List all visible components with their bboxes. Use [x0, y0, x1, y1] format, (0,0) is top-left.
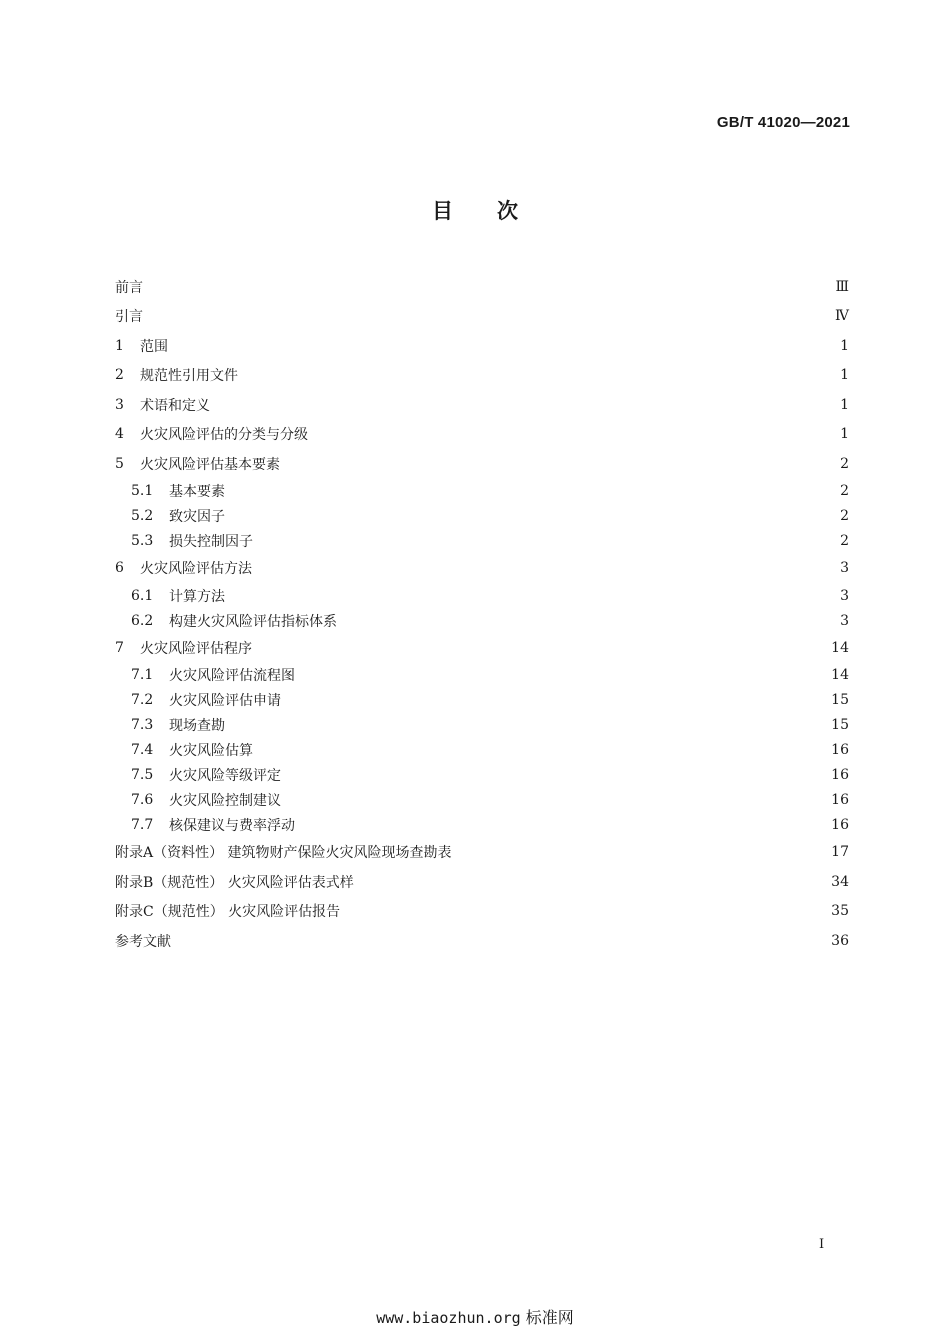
toc-entry-number: 6.2	[131, 612, 154, 629]
toc-entry-number: 6.1	[131, 587, 154, 604]
toc-entry-number: 5.2	[131, 508, 154, 524]
toc-leader-dots	[287, 690, 823, 704]
table-of-contents	[115, 272, 849, 956]
toc-entry-label: 核保建议与费率浮动	[169, 818, 295, 834]
toc-entry-label: 构建火灾风险评估指标体系	[169, 613, 337, 630]
toc-leader-dots	[346, 901, 823, 915]
toc-leader-dots	[231, 586, 832, 600]
toc-entry-page: 2	[840, 483, 849, 499]
toc-entry-page: 2	[840, 455, 849, 472]
toc-entry[interactable]	[115, 867, 849, 897]
page-number: I	[819, 1237, 825, 1252]
toc-entry[interactable]	[115, 302, 849, 332]
toc-leader-dots	[149, 277, 827, 291]
toc-entry-number: 6	[115, 560, 124, 577]
toc-entry-number: 1	[115, 337, 124, 354]
toc-entry-page: 3	[840, 587, 849, 604]
toc-entry-label: 致灾因子	[169, 509, 225, 525]
toc-entry-number: 5	[115, 455, 124, 472]
toc-leader-dots	[286, 454, 832, 468]
toc-entry-label: 损失控制因子	[169, 534, 253, 550]
toc-leader-dots	[174, 336, 832, 350]
toc-entry-page: 35	[831, 903, 849, 920]
toc-entry[interactable]	[115, 272, 849, 302]
toc-leader-dots	[177, 931, 823, 945]
toc-leader-dots	[314, 424, 832, 438]
toc-entry-page: 16	[831, 817, 849, 833]
toc-entry-page: 17	[831, 844, 849, 861]
toc-leader-dots	[244, 365, 832, 379]
toc-entry[interactable]	[115, 331, 849, 361]
toc-entry-number: 3	[115, 396, 124, 413]
toc-entry-page: 1	[840, 337, 849, 354]
toc-leader-dots	[343, 611, 832, 625]
toc-entry-label: 附录A（资料性） 建筑物财产保险火灾风险现场查勘表	[115, 845, 452, 862]
toc-leader-dots	[259, 531, 832, 545]
toc-entry-label: 火灾风险评估方法	[140, 561, 252, 578]
toc-entry[interactable]	[115, 390, 849, 420]
toc-entry-page: 1	[840, 396, 849, 413]
toc-leader-dots	[301, 665, 823, 679]
toc-leader-dots	[149, 306, 827, 320]
toc-leader-dots	[231, 715, 823, 729]
toc-entry[interactable]	[115, 449, 849, 479]
toc-entry-page: 1	[840, 426, 849, 443]
toc-entry-page: 14	[831, 667, 849, 683]
toc-entry-label: 前言	[115, 279, 143, 296]
toc-entry-page: Ⅲ	[835, 278, 849, 295]
toc-entry[interactable]	[115, 608, 849, 633]
page-title: 目次	[432, 199, 562, 223]
toc-entry[interactable]	[115, 420, 849, 450]
standard-code: GB/T 41020—2021	[716, 114, 850, 131]
toc-entry[interactable]	[115, 838, 849, 868]
toc-entry-page: 16	[831, 767, 849, 783]
toc-entry[interactable]	[115, 583, 849, 608]
toc-entry-number: 7.7	[131, 817, 154, 833]
toc-entry-label: 火灾风险评估的分类与分级	[140, 427, 308, 444]
toc-entry[interactable]	[115, 479, 849, 504]
toc-leader-dots	[360, 872, 823, 886]
toc-entry-page: 14	[831, 639, 849, 656]
toc-entry-page: 15	[831, 717, 849, 733]
toc-entry-page: 16	[831, 792, 849, 808]
toc-leader-dots	[287, 790, 823, 804]
toc-leader-dots	[301, 815, 823, 829]
toc-leader-dots	[458, 842, 824, 856]
toc-entry[interactable]	[115, 926, 849, 956]
toc-entry-label: 火灾风险评估基本要素	[140, 456, 280, 473]
watermark-site-name: 标准网	[525, 1308, 574, 1327]
toc-entry-number: 2	[115, 367, 124, 384]
toc-entry-number: 7.6	[131, 792, 154, 808]
toc-entry[interactable]	[115, 554, 849, 584]
toc-entry-page: 15	[831, 692, 849, 708]
toc-entry-number: 7.1	[131, 667, 154, 683]
toc-entry-label: 现场查勘	[169, 718, 225, 734]
toc-entry[interactable]	[115, 738, 849, 763]
toc-entry-number: 7.3	[131, 717, 154, 733]
toc-entry-number: 7.5	[131, 767, 154, 783]
toc-entry-label: 范围	[140, 338, 168, 355]
toc-leader-dots	[216, 395, 832, 409]
toc-leader-dots	[259, 740, 823, 754]
toc-entry[interactable]	[115, 897, 849, 927]
toc-entry-page: 1	[840, 367, 849, 384]
toc-entry-number: 7.4	[131, 742, 154, 758]
toc-entry-label: 火灾风险控制建议	[169, 793, 281, 809]
toc-entry-label: 火灾风险估算	[169, 743, 253, 759]
watermark-url[interactable]: www.biaozhun.org	[376, 1309, 521, 1327]
toc-leader-dots	[231, 481, 832, 495]
toc-entry-label: 规范性引用文件	[140, 368, 238, 385]
toc-entry-label: 火灾风险评估程序	[140, 640, 252, 657]
toc-entry-label: 参考文献	[115, 933, 171, 950]
toc-entry[interactable]	[115, 788, 849, 813]
toc-entry[interactable]	[115, 688, 849, 713]
toc-entry[interactable]	[115, 633, 849, 663]
toc-entry-label: 附录B（规范性） 火灾风险评估表式样	[115, 874, 354, 891]
toc-entry-label: 基本要素	[169, 484, 225, 500]
toc-entry[interactable]	[115, 713, 849, 738]
toc-entry-label: 火灾风险评估流程图	[169, 668, 295, 684]
toc-leader-dots	[287, 765, 823, 779]
toc-entry-page: Ⅳ	[835, 308, 849, 325]
toc-entry-label: 附录C（规范性） 火灾风险评估报告	[115, 904, 341, 921]
toc-entry-number: 7.2	[131, 692, 154, 708]
toc-leader-dots	[231, 506, 832, 520]
toc-entry-page: 3	[840, 612, 849, 629]
toc-entry-number: 5.1	[131, 483, 154, 499]
toc-entry-label: 术语和定义	[140, 397, 210, 414]
toc-leader-dots	[258, 558, 832, 572]
toc-entry[interactable]	[115, 361, 849, 391]
toc-entry-label: 计算方法	[169, 588, 225, 605]
toc-entry[interactable]	[115, 813, 849, 838]
toc-entry[interactable]	[115, 663, 849, 688]
toc-entry-page: 2	[840, 533, 849, 549]
toc-entry-page: 36	[831, 932, 849, 949]
toc-entry-label: 火灾风险评估申请	[169, 693, 281, 709]
toc-entry-label: 火灾风险等级评定	[169, 768, 281, 784]
toc-entry-page: 2	[840, 508, 849, 524]
toc-entry[interactable]	[115, 763, 849, 788]
toc-entry-page: 3	[840, 560, 849, 577]
toc-entry-number: 7	[115, 639, 124, 656]
toc-leader-dots	[258, 638, 823, 652]
toc-entry[interactable]	[115, 529, 849, 554]
toc-entry-page: 16	[831, 742, 849, 758]
toc-entry-number: 4	[115, 426, 124, 443]
watermark	[0, 1305, 950, 1328]
toc-entry-number: 5.3	[131, 533, 154, 549]
toc-entry-label: 引言	[115, 309, 143, 326]
toc-entry[interactable]	[115, 504, 849, 529]
toc-entry-page: 34	[831, 873, 849, 890]
